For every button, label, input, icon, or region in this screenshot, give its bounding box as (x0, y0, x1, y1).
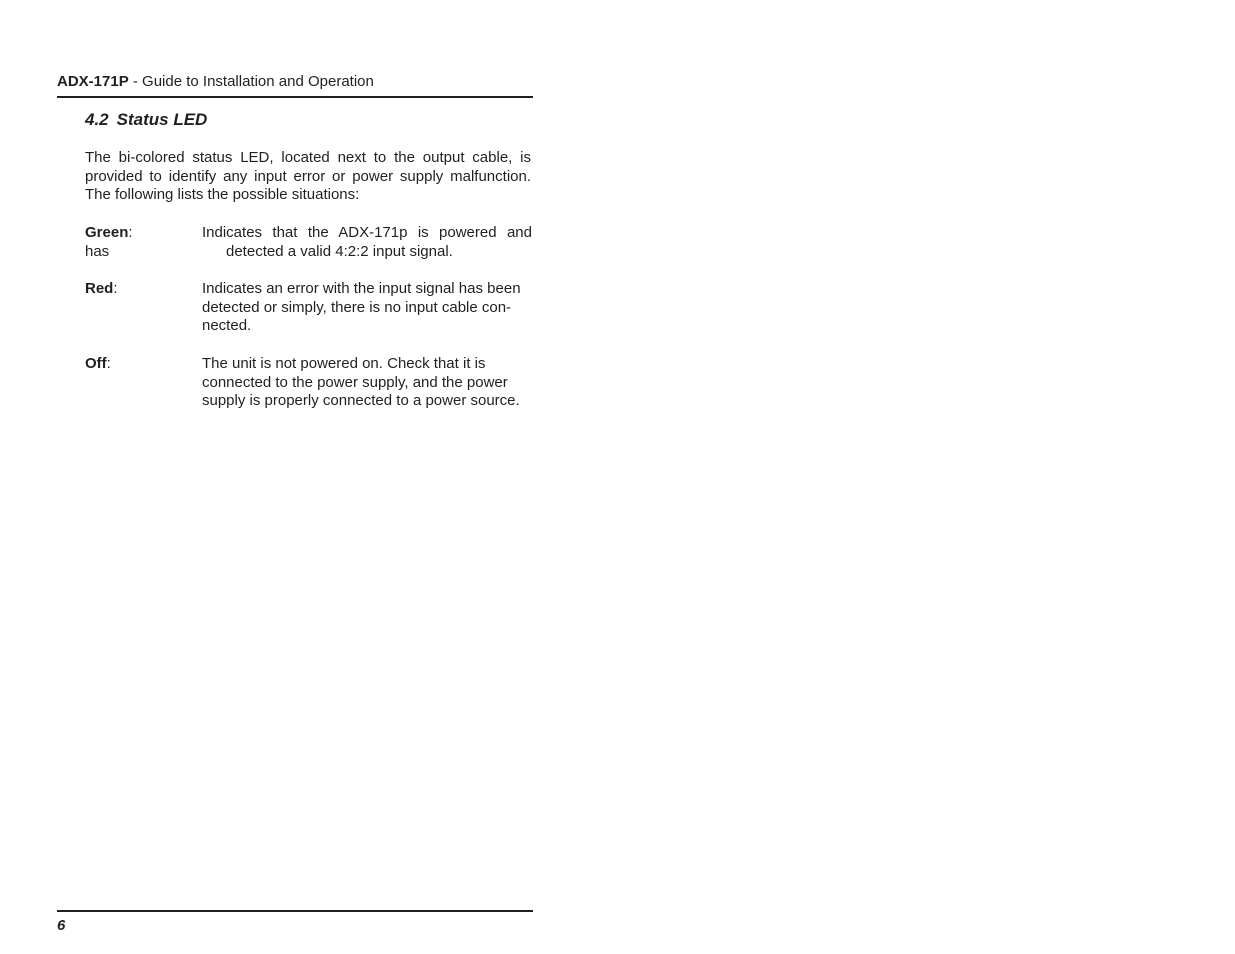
description-line: Indicates that the ADX-171p is powered and (202, 224, 532, 241)
status-description (202, 355, 532, 411)
intro-line: provided to identify any input error or power supply malfunction. (85, 167, 531, 185)
guide-subtitle: - Guide to Installation and Operation (128, 73, 374, 90)
status-term-label: Red (85, 280, 114, 297)
page-header (57, 73, 533, 98)
page-number: 6 (57, 917, 66, 934)
page-footer (57, 910, 533, 935)
status-term-colon: : (106, 355, 111, 372)
status-term-colon: : (128, 224, 133, 241)
intro-line: The following lists the possible situations: (85, 186, 360, 204)
intro-paragraph (85, 149, 531, 205)
description-line: detected or simply, there is no input cable con- (202, 298, 512, 316)
intro-line: The bi-colored status LED, located next to the output cable, is (85, 149, 531, 166)
section-heading (85, 110, 207, 130)
description-line: supply is properly connected to a power source. (202, 392, 520, 410)
section-title: Status LED (116, 110, 208, 129)
stray-word: has (85, 242, 110, 260)
section-number: 4.2 (85, 110, 109, 129)
status-term (85, 224, 133, 243)
status-term-colon: : (113, 280, 118, 297)
description-line: connected to the power supply, and the power (202, 373, 508, 391)
status-entry-red (85, 280, 531, 340)
status-entry-off (85, 355, 531, 415)
description-line: detected a valid 4:2:2 input signal. (226, 242, 453, 260)
status-description (202, 280, 532, 336)
status-term (85, 280, 118, 299)
description-line: nected. (202, 317, 252, 335)
status-term-label: Off (85, 355, 107, 372)
status-description (202, 224, 532, 261)
product-name: ADX-171P (57, 73, 129, 90)
description-line: Indicates an error with the input signal has been (202, 280, 521, 297)
status-entry-green (85, 224, 531, 264)
status-term-label: Green (85, 224, 129, 241)
description-line: The unit is not powered on. Check that it is (202, 355, 486, 372)
status-term (85, 355, 111, 374)
